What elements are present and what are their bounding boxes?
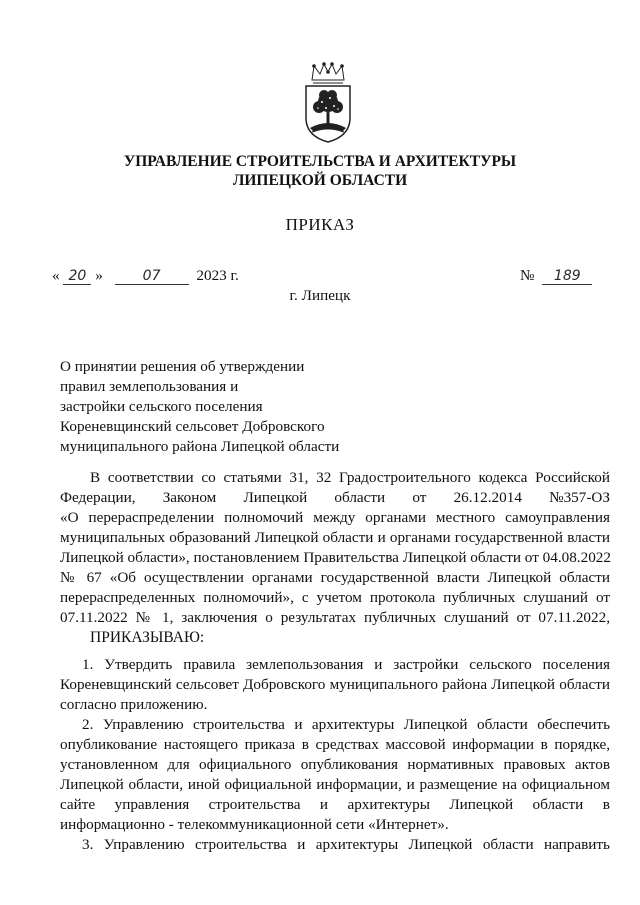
item-line: 3. Управлению строительства и архитектуры Липецкой области направить <box>82 836 610 853</box>
word: 26.12.2014 <box>453 489 522 506</box>
city-label: г. Липецк <box>289 287 351 304</box>
word: строительства <box>208 796 301 813</box>
word: области <box>334 489 386 506</box>
word: в <box>602 796 610 813</box>
document-date <box>52 266 239 286</box>
preamble-line: «О перераспределении полномочий между органами местного самоуправления <box>60 509 610 526</box>
preamble-line: 07.11.2022 № 1, заключения о результатах публичных слушаний от 07.11.2022, <box>60 609 610 626</box>
item-line: информационно - телекоммуникационной сети «Интернет». <box>60 816 449 833</box>
word: сайте <box>60 796 96 813</box>
item-line: Липецкой области, иной официальной информации, и размещение на официальном <box>60 776 610 793</box>
number-label: № <box>520 267 535 284</box>
preamble-line: перераспределенных полномочий», с учетом протокола публичных слушаний от <box>60 589 610 606</box>
word: Федерации, <box>60 489 136 506</box>
preamble-line <box>60 488 610 508</box>
word: области <box>532 796 584 813</box>
item-line: установленном для официального опубликования нормативных правовых актов <box>60 756 610 773</box>
preamble-line: В соответствии со статьями 31, 32 Градостроительного кодекса Российской <box>90 469 610 486</box>
word: и <box>319 796 329 813</box>
document-subject <box>60 357 390 457</box>
word: Липецкой <box>449 796 514 813</box>
quote-close: » <box>95 267 103 284</box>
organization-title-line-1: УПРАВЛЕНИЕ СТРОИТЕЛЬСТВА И АРХИТЕКТУРЫ <box>123 153 517 170</box>
order-items <box>60 655 610 855</box>
item-line: 2. Управлению строительства и архитектуры Липецкой области обеспечить <box>82 716 610 733</box>
coat-of-arms-icon <box>298 62 358 144</box>
preamble-line: № 67 «Об осуществлении органами государственной власти Липецкой области <box>60 569 610 586</box>
number-value: 189 <box>542 268 592 285</box>
item-line: 1. Утвердить правила землепользования и застройки сельского поселения <box>82 656 610 673</box>
preamble-line: Липецкой области», постановлением Правительства Липецкой области от 04.08.2022 <box>60 549 611 566</box>
word: Законом <box>162 489 217 506</box>
item-line: опубликование настоящего приказа в средствах массовой информации в порядке, <box>60 736 610 753</box>
subject-line: правил землепользования и <box>60 378 239 395</box>
preamble-paragraph <box>60 468 610 628</box>
organization-title-line-2: ЛИПЕЦКОЙ ОБЛАСТИ <box>232 172 408 189</box>
subject-line: застройки сельского поселения <box>60 398 263 415</box>
document-number <box>520 266 592 286</box>
quote-open: « <box>52 267 60 284</box>
word: архитектуры <box>347 796 430 813</box>
word: №357-ОЗ <box>549 489 610 506</box>
word: управления <box>114 796 190 813</box>
preamble-line: муниципальных образований Липецкой области и органами государственной власти <box>60 529 610 546</box>
subject-line: муниципального района Липецкой области <box>60 438 340 455</box>
item-line: Кореневщинский сельсовет Добровского муниципального района Липецкой области <box>60 676 610 693</box>
date-year: 2023 г. <box>196 267 239 284</box>
word: Липецкой <box>243 489 308 506</box>
item-line <box>60 795 610 815</box>
date-month: 07 <box>115 268 189 285</box>
subject-line: О принятии решения об утверждении <box>60 358 305 375</box>
subject-line: Кореневщинский сельсовет Добровского <box>60 418 325 435</box>
order-directive: ПРИКАЗЫВАЮ: <box>90 629 205 646</box>
date-day: 20 <box>63 268 91 285</box>
word: от <box>412 489 427 506</box>
document-type-title: ПРИКАЗ <box>285 215 355 234</box>
item-line: согласно приложению. <box>60 696 208 713</box>
